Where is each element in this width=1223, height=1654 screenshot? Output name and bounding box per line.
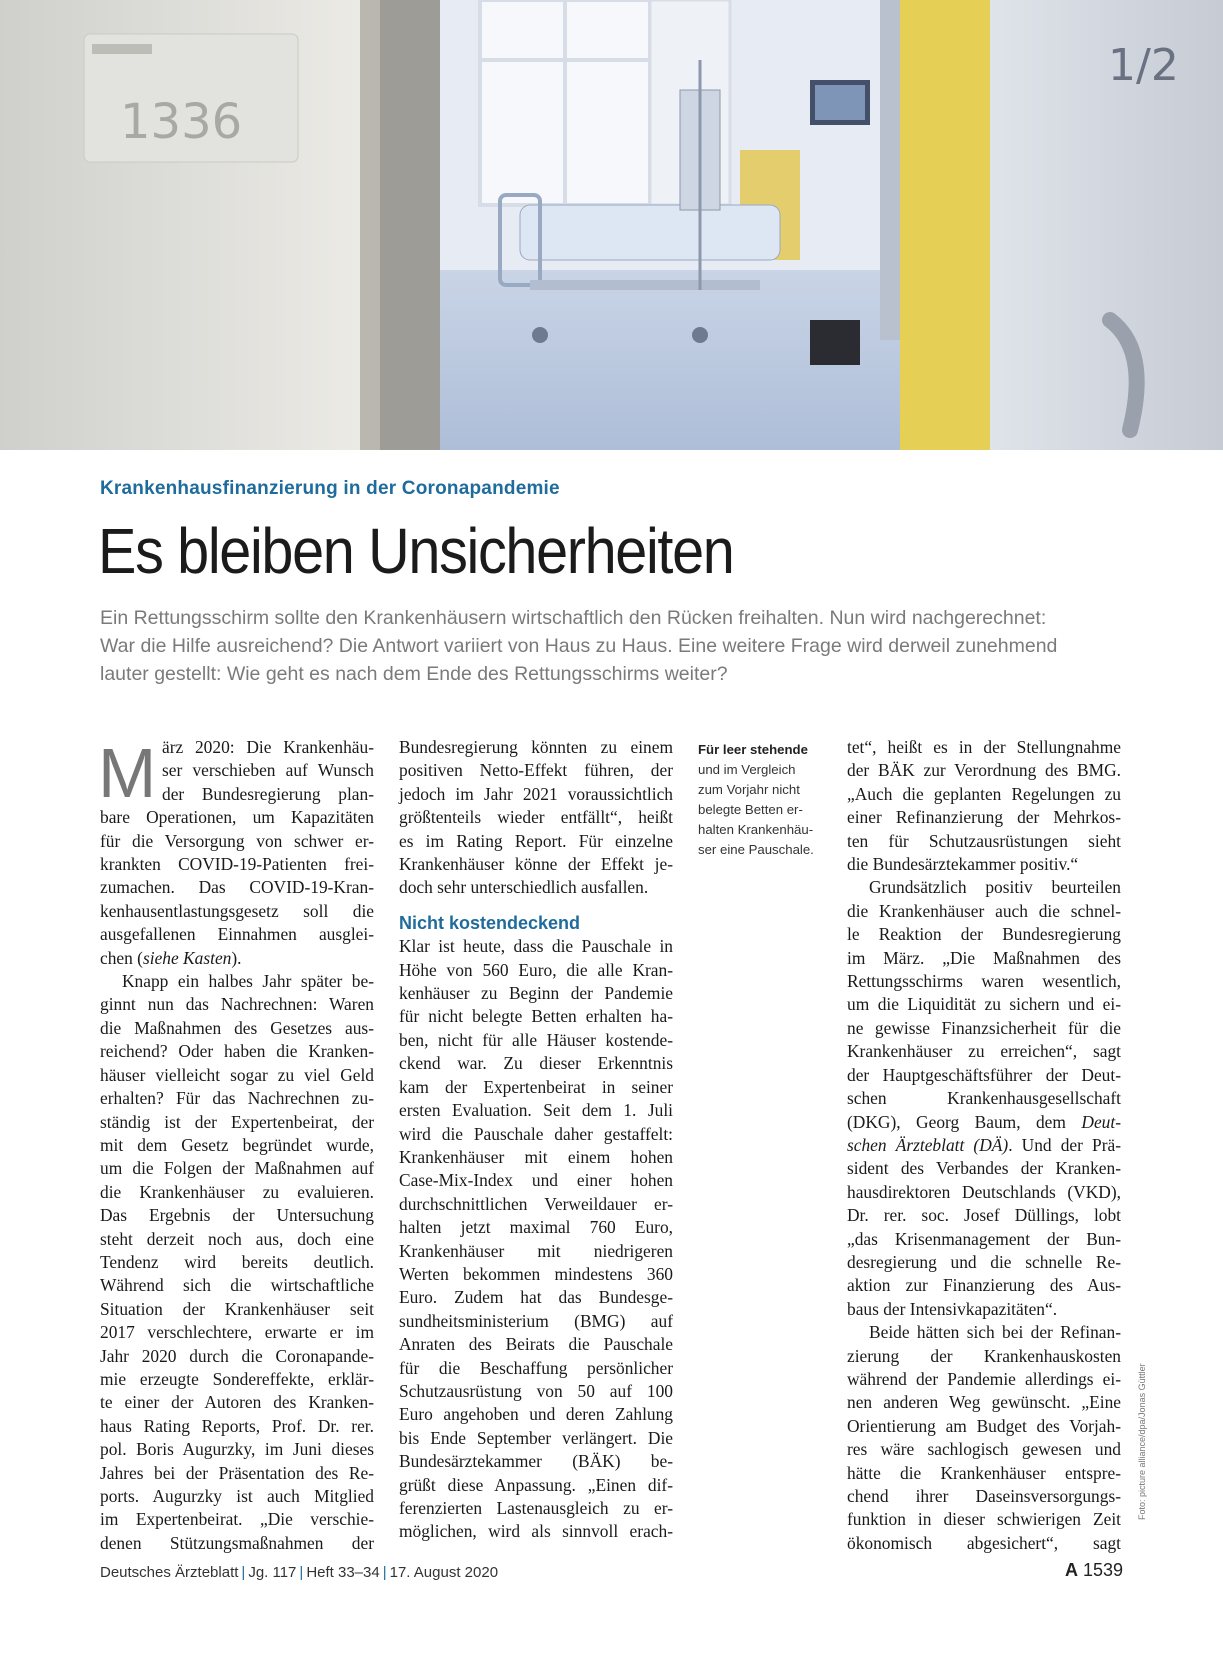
separator: | [299,1564,304,1581]
text-line: Krankenhäuser zu erreichen“, sagt [847,1041,1121,1062]
text-line: „Auch die geplanten Regelungen zu [847,783,1121,804]
text-line: Dr. rer. soc. Josef Düllings, lobt [847,1205,1121,1226]
hospital-room-illustration [0,0,1223,450]
text-line: denen Stützungsmaßnahmen der [100,1532,374,1553]
text-line: für die Beschaffung persönlicher [399,1357,673,1378]
column-2 [399,736,673,1544]
column-1 [100,736,374,1555]
cross-reference: siehe Kasten [142,947,232,968]
separator: | [241,1564,246,1581]
text-line: Grundsätzlich positiv beurteilen [869,877,1121,898]
text-line: es im Rating Report. Für einzelne [399,830,673,851]
text-span: chen ( [100,947,143,968]
text-line: mit dem Gesetz begründet wurde, [100,1134,374,1155]
text-line: halten jetzt maximal 760 Euro, [399,1217,673,1238]
text-line: kam der Expertenbeirat in seiner [399,1076,673,1097]
text-span: ). [231,947,242,968]
text-line: Anraten des Beirats die Pauschale [399,1334,673,1355]
text-line: chend ihrer Daseinsversorgungs- [847,1486,1121,1506]
kicker: Krankenhausfinanzierung in der Coronapandemie [100,478,560,499]
lead-line: lauter gestellt: Wie geht es nach dem Ende des Rettungsschirms weiter? [100,663,728,685]
margin-note-line: halten Krankenhäu- [698,822,814,837]
text-line: ärz 2020: Die Krankenhäu- [162,737,374,757]
text-line: te einer der Autoren des Kranken- [100,1392,374,1413]
text-line: ben, nicht für alle Häuser kostende- [399,1029,673,1050]
page-number [1065,1560,1123,1581]
text-line: Klar ist heute, dass die Pauschale in [399,936,673,957]
text-line: Schutzausrüstung von 50 auf 100 [399,1380,673,1401]
text-line: le Reaktion der Bundesregierung [847,924,1121,945]
text-line: der Hauptgeschäftsführer der Deut- [847,1064,1121,1085]
text-line: tet“, heißt es in der Stellungnahme [847,737,1121,757]
text-line: kenhäuser zu Beginn der Pandemie [399,983,673,1004]
page-prefix: A [1064,1560,1078,1580]
column-3 [847,736,1121,1555]
section-subhead: Nicht kostendeckend [399,912,581,933]
page-title: Es bleiben Unsicherheiten [98,515,734,587]
text-line: die Krankenhäuser zu evaluieren. [100,1181,374,1202]
text-line: der BÄK zur Verordnung des BMG. [847,760,1121,781]
text-line: jedoch im Jahr 2021 voraussichtlich [399,783,673,804]
text-line: ausgefallenen Einnahmen ausglei- [100,924,374,945]
margin-note-bold: Für leer stehende [698,742,808,757]
margin-note-line: zum Vorjahr nicht [698,782,800,797]
text-line: ersten Evaluation. Seit dem 1. Juli [399,1100,673,1121]
text-line: „das Krisenmanagement der Bun- [847,1228,1121,1249]
text-line: durchschnittlichen Verweildauer er- [399,1193,673,1214]
text-line: krankten COVID-19-Patienten frei- [100,854,374,875]
text-line: ne gewisse Finanzsicherheit für die [847,1017,1121,1038]
publication-name: Deut- [1081,1111,1121,1132]
text-line: pol. Boris Augurzky, im Juni dieses [100,1439,374,1460]
text-line: ser verschieben auf Wunsch [162,760,374,781]
door-label: 1/2 [1108,40,1179,91]
text-line: Krankenhäuser mit einem hohen [399,1146,673,1167]
text-span: . Und der Prä- [1008,1134,1121,1155]
text-line: während der Pandemie allerdings ei- [847,1368,1121,1389]
text-line: Bundesregierung könnten zu einem [399,737,673,757]
text-line: wird die Pauschale daher gestaffelt: [399,1123,673,1144]
text-line: Krankenhäuser mit niedrigeren [399,1240,673,1261]
text-line: Situation der Krankenhäuser seit [100,1298,374,1319]
text-line: um die Folgen der Maßnahmen auf [100,1158,374,1179]
footer [100,1564,498,1581]
page-number-value: 1539 [1082,1560,1123,1580]
text-line: schen Krankenhausgesellschaft [847,1088,1121,1109]
text-line: Das Ergebnis der Untersuchung [100,1205,374,1226]
text-line: Höhe von 560 Euro, die alle Kran- [399,959,673,980]
text-line: Jahres bei der Präsentation des Re- [100,1462,374,1483]
text-line: Jahr 2020 durch die Coronapande- [100,1345,374,1366]
text-line: einer Refinanzierung der Mehrkos- [847,807,1121,828]
text-line: im Expertenbeirat. „Die verschie- [100,1509,374,1530]
text-line: ports. Augurzky ist auch Mitglied [100,1486,374,1506]
text-line: Euro. Zudem hat das Bundesge- [399,1287,673,1308]
text-line: zumachen. Das COVID-19-Kran- [100,877,374,898]
lead-line: War die Hilfe ausreichend? Die Antwort variiert von Haus zu Haus. Eine weitere Frage wird derweil zunehmend [100,635,1058,657]
text-line: der Bundesregierung plan- [162,783,374,804]
text-line [847,1134,1121,1157]
room-sign-number: 1336 [120,94,243,150]
text-line: reichend? Oder haben die Kranken- [100,1041,374,1062]
text-line: ckend war. Zu dieser Erkenntnis [399,1053,673,1074]
issue: Heft 33–34 [306,1564,380,1581]
text-line: zierung der Krankenhauskosten [847,1345,1121,1366]
text-line: bis Ende September verlängert. Die [399,1427,673,1448]
text-line: die Krankenhäuser auch die schnel- [847,900,1121,921]
text-line: 2017 verschlechtere, erwarte er im [100,1322,374,1343]
text-line: Werten bekommen mindestens 360 [399,1263,673,1284]
drop-cap: M [98,734,157,812]
text-line: Knapp ein halbes Jahr später be- [122,971,374,992]
text-line: für nicht belegte Betten erhalten ha- [399,1006,673,1027]
text-line: Tendenz wird bereits deutlich. [100,1251,374,1272]
text-line: ökonomisch abgesichert“, sagt [847,1532,1121,1553]
text-line: hätte die Krankenhäuser entspre- [847,1462,1121,1483]
text-line: doch sehr unterschiedlich ausfallen. [399,877,649,898]
text-line: Krankenhäuser könne der Effekt je- [399,854,673,875]
text-line: aktion zur Finanzierung des Aus- [847,1275,1121,1296]
text-line: baus der Intensivkapazitäten“. [847,1298,1058,1319]
text-line: funktion in dieser schwierigen Zeit [847,1509,1121,1530]
text-line: steht derzeit noch aus, doch eine [100,1228,374,1249]
margin-note-line: und im Vergleich [698,762,796,777]
text-line: haus Rating Reports, Prof. Dr. rer. [100,1415,374,1436]
text-line: Bundesärztekammer (BÄK) be- [399,1451,673,1472]
margin-note-line: ser eine Pauschale. [698,842,814,857]
text-line: kenhausentlastungsgesetz soll die [100,900,374,921]
text-line: Beide hätten sich bei der Refinan- [869,1322,1121,1343]
hero-photo [0,0,1223,450]
text-line: grüßt diese Anpassung. „Einen dif- [399,1474,673,1495]
text-line [847,1111,1121,1134]
lead-line: Ein Rettungsschirm sollte den Krankenhäusern wirtschaftlich den Rücken freihalten. Nun wird nachgerechnet: [100,607,1047,629]
text-line: ten für Schutzausrüstungen sieht [847,830,1121,851]
text-line: desregierung und die schnelle Re- [847,1251,1121,1272]
text-line: Case-Mix-Index und einer hohen [399,1170,673,1191]
text-line: um die Liquidität zu sichern und ei- [847,994,1121,1015]
text-line: Orientierung am Budget des Vorjah- [847,1415,1121,1436]
text-line: häuser vielleicht sogar zu viel Geld [100,1064,374,1085]
text-line: für die Versorgung von schwer er- [100,830,374,851]
text-line: positiven Netto-Effekt führen, der [399,760,673,781]
text-line: sident des Verbandes der Kranken- [847,1158,1121,1179]
text-line: die Maßnahmen des Gesetzes aus- [100,1017,374,1038]
text-line: hausdirektoren Deutschlands (VKD), [847,1181,1121,1202]
volume: Jg. 117 [248,1564,297,1581]
text-line: Während sich die wirtschaftliche [100,1275,374,1296]
text-span: (DKG), Georg Baum, dem [847,1111,1082,1132]
text-line: mie erzeugte Sondereffekte, erklär- [100,1368,374,1389]
text-line: erhalten? Für das Nachrechnen zu- [100,1088,374,1109]
text-line: größtenteils wieder entfällt“, heißt [399,807,673,828]
margin-note [698,740,828,860]
text-line: res wäre sachlogisch gewesen und [847,1439,1121,1460]
issue-date: 17. August 2020 [389,1564,499,1581]
publication-name: schen Ärzteblatt (DÄ) [847,1134,1009,1155]
text-line: nen anderen Weg gewünscht. „Eine [847,1392,1121,1413]
text-line: bare Operationen, um Kapazitäten [100,807,374,828]
photo-credit: Foto: picture alliance/dpa/Jonas Güttler [1137,1363,1147,1520]
text-line: möglichen, wird als sinnvoll erach- [399,1521,673,1542]
text-line: im März. „Die Maßnahmen des [847,947,1121,968]
lead-paragraph [100,604,1180,688]
text-line: sundheitsministerium (BMG) auf [399,1310,673,1331]
separator: | [382,1564,387,1581]
margin-note-line: belegte Betten er- [698,802,803,817]
text-line: ginnt nun das Nachrechnen: Waren [100,994,374,1015]
text-line [100,947,374,970]
journal-name: Deutsches Ärzteblatt [100,1564,239,1581]
text-line: ständig ist der Expertenbeirat, der [100,1111,374,1132]
text-line: Rettungsschirms waren wesentlich, [847,971,1121,992]
text-line: die Bundesärztekammer positiv.“ [847,854,1079,875]
text-line: ferenzierten Lastenausgleich zu er- [399,1498,673,1518]
text-line: Euro angehoben und deren Zahlung [399,1404,673,1425]
